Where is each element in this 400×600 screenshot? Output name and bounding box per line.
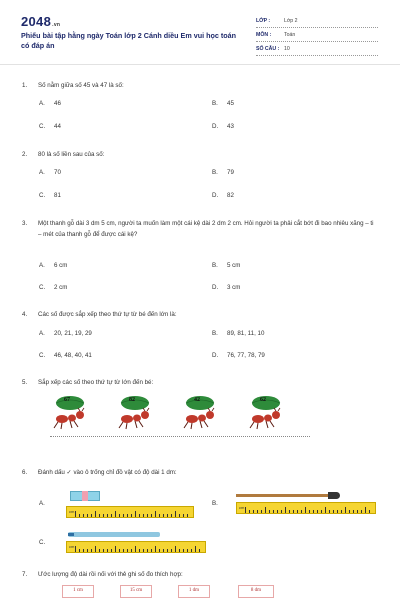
ruler-tick — [175, 546, 176, 552]
ruler-tick — [135, 511, 136, 517]
ruler-tick — [163, 514, 164, 517]
option-text: 20, 21, 19, 29 — [54, 330, 92, 337]
ruler-tick — [159, 549, 160, 552]
ruler-tick — [155, 511, 156, 517]
measure-card-4[interactable]: 8 dm — [238, 585, 274, 598]
ruler-tick — [159, 514, 160, 517]
ruler-tick — [91, 514, 92, 517]
ruler-tick — [79, 549, 80, 552]
ruler-tick — [317, 510, 318, 513]
meta-value: Toán — [284, 32, 296, 38]
ruler-tick — [179, 549, 180, 552]
question-text: Một thanh gỗ dài 3 dm 5 cm, người ta muốn làm một cái kệ dài 2 dm 2 cm. Hỏi người ta phải cắt bớt đi bao nhiêu xăng – ti – mét của thanh gỗ để được cái kệ? — [38, 220, 374, 238]
option-label: A. — [39, 330, 45, 337]
ruler-tick — [75, 511, 76, 517]
ruler-tick — [115, 511, 116, 517]
meta-class — [256, 16, 378, 28]
ruler-tick — [111, 514, 112, 517]
ant-leaf-icon — [48, 394, 92, 430]
option-text: 2 cm — [54, 284, 68, 291]
meta-key: SỐ CÂU : — [256, 46, 280, 52]
ruler-tick — [349, 510, 350, 513]
option-label: C. — [39, 284, 46, 291]
ant-number: 42 — [194, 397, 200, 403]
ruler-tick — [285, 507, 286, 513]
question-3 — [22, 219, 378, 240]
ruler-tick — [103, 549, 104, 552]
ruler-tick — [83, 549, 84, 552]
ruler-tick — [111, 549, 112, 552]
ruler-tick — [245, 507, 246, 513]
option-text: 81 — [54, 192, 61, 199]
ruler-tick — [353, 510, 354, 513]
ruler-tick — [119, 514, 120, 517]
option-text: 70 — [54, 169, 61, 176]
question-5 — [22, 378, 378, 389]
q2-option-b[interactable] — [212, 169, 234, 176]
ruler-tick — [99, 549, 100, 552]
ruler-tick — [107, 549, 108, 552]
ruler-tick — [357, 510, 358, 513]
q3-option-c[interactable] — [39, 284, 67, 291]
ruler-tick — [257, 510, 258, 513]
q4-option-a[interactable] — [39, 330, 92, 337]
question-number: 5. — [22, 379, 28, 386]
ruler-unit: cm — [69, 509, 75, 514]
ruler-tick — [187, 514, 188, 517]
q3-option-a[interactable] — [39, 262, 67, 269]
ruler-tick — [289, 510, 290, 513]
q4-option-c[interactable] — [39, 352, 92, 359]
ruler-tick — [297, 510, 298, 513]
ruler-tick — [127, 514, 128, 517]
meta-question-count — [256, 44, 378, 56]
question-text: Số nằm giữa số 45 và 47 là số: — [38, 82, 124, 89]
question-text: 80 là số liền sau của số: — [38, 151, 105, 158]
meta-value: 10 — [284, 46, 290, 52]
ruler-tick — [91, 549, 92, 552]
option-label: B. — [212, 330, 218, 337]
q3-option-b[interactable] — [212, 262, 240, 269]
measure-card-1[interactable]: 1 cm — [62, 585, 94, 598]
ruler-tick — [313, 510, 314, 513]
ruler-a — [66, 506, 194, 518]
option-text: 6 cm — [54, 262, 68, 269]
ruler-tick — [183, 549, 184, 552]
ruler-b — [236, 502, 376, 514]
question-7 — [22, 570, 378, 581]
brush-tip — [328, 492, 340, 499]
question-text: Ước lượng độ dài rồi nối với thẻ ghi số đo thích hợp: — [38, 571, 183, 578]
logo-suffix: .vn — [52, 22, 61, 28]
q6-option-b-label[interactable]: B. — [212, 500, 218, 507]
question-number: 1. — [22, 82, 28, 89]
measure-card-2[interactable]: 15 cm — [120, 585, 152, 598]
ant-card-2 — [113, 394, 157, 430]
q1-option-b[interactable] — [212, 100, 234, 107]
option-text: 3 cm — [227, 284, 241, 291]
ruler-tick — [345, 507, 346, 513]
option-text: 82 — [227, 192, 234, 199]
ruler-tick — [127, 549, 128, 552]
option-text: 43 — [227, 123, 234, 130]
ruler-tick — [171, 549, 172, 552]
question-1 — [22, 81, 378, 92]
option-label: B. — [212, 262, 218, 269]
meta-key: LỚP : — [256, 18, 271, 24]
ruler-tick — [87, 549, 88, 552]
meta-value: Lớp 2 — [284, 18, 298, 24]
option-label: C. — [39, 123, 46, 130]
ant-leaf-icon — [178, 394, 222, 430]
ruler-tick — [269, 510, 270, 513]
ruler-tick — [191, 549, 192, 552]
ruler-tick — [83, 514, 84, 517]
ruler-tick — [321, 510, 322, 513]
option-label: A. — [39, 100, 45, 107]
ruler-tick — [95, 511, 96, 517]
option-text: 5 cm — [227, 262, 241, 269]
question-number: 2. — [22, 151, 28, 158]
option-text: 44 — [54, 123, 61, 130]
q6-option-a-label[interactable]: A. — [39, 500, 45, 507]
ruler-unit: cm — [69, 544, 75, 549]
ruler-tick — [309, 510, 310, 513]
ruler-tick — [265, 507, 266, 513]
ruler-tick — [143, 514, 144, 517]
ruler-tick — [369, 510, 370, 513]
ruler-tick — [337, 510, 338, 513]
ruler-tick — [195, 546, 196, 552]
q3-option-d[interactable] — [212, 284, 240, 291]
ruler-tick — [301, 510, 302, 513]
option-label: C. — [39, 192, 46, 199]
option-label: D. — [212, 284, 219, 291]
worksheet-title: Phiếu bài tập hằng ngày Toán lớp 2 Cánh diều Em vui học toán có đáp án — [21, 31, 237, 50]
pen-icon — [68, 532, 160, 537]
ruler-tick — [79, 514, 80, 517]
question-text: Các số được sắp xếp theo thứ tự từ bé đến lớn là: — [38, 311, 177, 318]
ant-card-3 — [178, 394, 222, 430]
ruler-tick — [139, 514, 140, 517]
option-label: D. — [212, 192, 219, 199]
ruler-tick — [361, 510, 362, 513]
option-label: B. — [212, 100, 218, 107]
question-text: Sắp xếp các số theo thứ tự từ lớn đến bé: — [38, 379, 154, 386]
ant-leaf-icon — [244, 394, 288, 430]
q1-option-c[interactable] — [39, 123, 61, 130]
question-number: 7. — [22, 571, 28, 578]
ruler-tick — [273, 510, 274, 513]
ruler-tick — [147, 549, 148, 552]
measure-card-3[interactable]: 1 dm — [178, 585, 210, 598]
ruler-tick — [163, 549, 164, 552]
option-label: D. — [212, 352, 219, 359]
ruler-tick — [199, 549, 200, 552]
option-text: 46 — [54, 100, 61, 107]
q6-option-c-label[interactable]: C. — [39, 539, 46, 546]
ruler-tick — [155, 546, 156, 552]
question-number: 6. — [22, 469, 28, 476]
ruler-tick — [325, 507, 326, 513]
meta-key: MÔN : — [256, 32, 272, 38]
ruler-tick — [107, 514, 108, 517]
ruler-tick — [103, 514, 104, 517]
ruler-tick — [183, 514, 184, 517]
q2-option-a[interactable] — [39, 169, 61, 176]
ruler-tick — [333, 510, 334, 513]
q1-option-d[interactable] — [212, 123, 234, 130]
ruler-tick — [187, 549, 188, 552]
q4-option-b[interactable] — [212, 330, 264, 337]
ruler-tick — [151, 549, 152, 552]
question-4 — [22, 310, 378, 321]
ant-leaf-icon — [113, 394, 157, 430]
ruler-tick — [305, 507, 306, 513]
option-text: 79 — [227, 169, 234, 176]
ruler-tick — [135, 546, 136, 552]
ruler-tick — [123, 549, 124, 552]
ruler-tick — [151, 514, 152, 517]
ruler-c — [66, 541, 206, 553]
option-label: D. — [212, 123, 219, 130]
ruler-tick — [95, 546, 96, 552]
header-divider — [0, 64, 400, 65]
ruler-tick — [115, 546, 116, 552]
ruler-tick — [147, 514, 148, 517]
ruler-tick — [139, 549, 140, 552]
ruler-tick — [167, 514, 168, 517]
ruler-tick — [143, 549, 144, 552]
ant-card-1 — [48, 394, 92, 430]
meta-subject — [256, 30, 378, 42]
ruler-tick — [293, 510, 294, 513]
ruler-tick — [261, 510, 262, 513]
ruler-tick — [179, 514, 180, 517]
question-2 — [22, 150, 378, 161]
ruler-tick — [75, 546, 76, 552]
ruler-tick — [281, 510, 282, 513]
ruler-tick — [277, 510, 278, 513]
ruler-tick — [175, 511, 176, 517]
ruler-tick — [171, 514, 172, 517]
q1-option-a[interactable] — [39, 100, 61, 107]
option-label: A. — [39, 169, 45, 176]
option-text: 45 — [227, 100, 234, 107]
ruler-tick — [341, 510, 342, 513]
ruler-tick — [131, 514, 132, 517]
option-label: B. — [212, 169, 218, 176]
q2-option-d[interactable] — [212, 192, 234, 199]
question-number: 4. — [22, 311, 28, 318]
ant-number: 67 — [64, 397, 70, 403]
q2-option-c[interactable] — [39, 192, 61, 199]
option-text: 89, 81, 11, 10 — [227, 330, 265, 337]
paintbrush-icon — [236, 494, 336, 497]
q4-option-d[interactable] — [212, 352, 265, 359]
question-6 — [22, 468, 378, 479]
question-text: Đánh dấu ✓ vào ô trống chỉ đồ vật có độ dài 1 dm: — [38, 469, 177, 476]
ruler-tick — [131, 549, 132, 552]
answer-line[interactable] — [50, 436, 310, 437]
logo-text: 2048 — [21, 14, 52, 29]
ant-card-4 — [244, 394, 288, 430]
pen-cap — [68, 533, 74, 536]
ant-number: 62 — [260, 397, 266, 403]
option-label: A. — [39, 262, 45, 269]
ruler-tick — [329, 510, 330, 513]
eraser-band — [82, 491, 88, 501]
site-logo[interactable] — [21, 14, 60, 29]
question-number: 3. — [22, 220, 28, 227]
ruler-tick — [119, 549, 120, 552]
option-text: 76, 77, 78, 79 — [227, 352, 265, 359]
ant-number: 82 — [129, 397, 135, 403]
ruler-tick — [99, 514, 100, 517]
ruler-tick — [365, 507, 366, 513]
ruler-tick — [167, 549, 168, 552]
option-label: C. — [39, 352, 46, 359]
ruler-tick — [123, 514, 124, 517]
ruler-tick — [253, 510, 254, 513]
option-text: 46, 48, 40, 41 — [54, 352, 92, 359]
ruler-tick — [87, 514, 88, 517]
ruler-unit: cm — [239, 505, 245, 510]
ruler-tick — [249, 510, 250, 513]
